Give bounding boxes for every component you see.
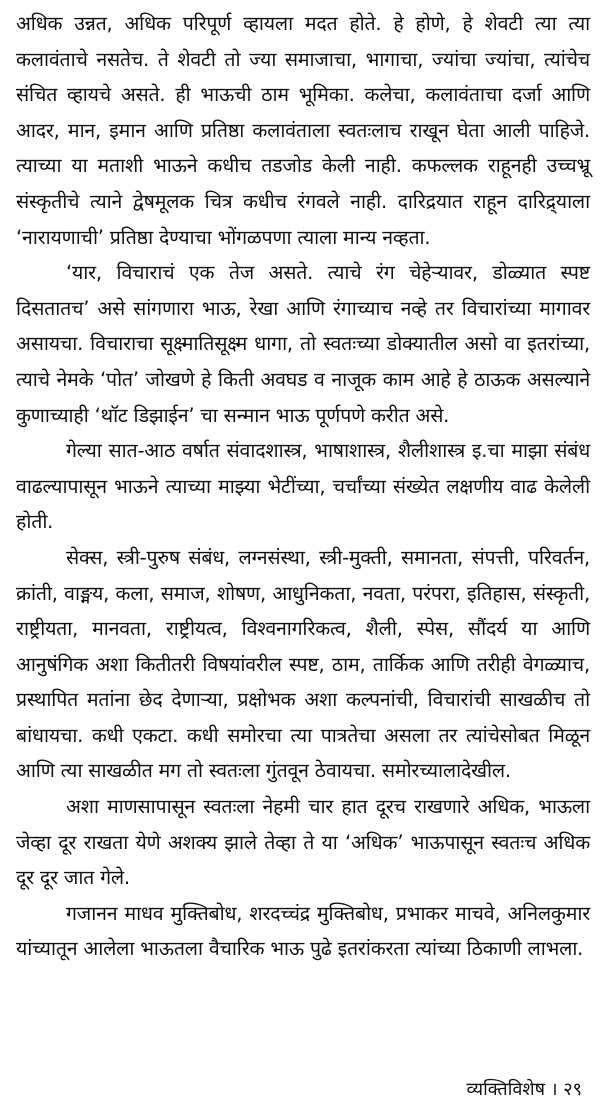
paragraph-4: सेक्स, स्त्री-पुरुष संबंध, लग्नसंस्था, स्त्री-मुक्ती, समानता, संपत्ती, परिवर्तन, क्रांती, वाङ्मय, कला, समाज, शोषण, आधुनिकता, नवता, परंपरा, इतिहास, संस्कृती, राष्ट्रीयता, मानवता, राष्ट्रीयत्व, विश्वनागरिकत्व, शैली, स्पेस, सौंदर्य या आणि आनुषंगिक अशा कितीतरी विषयांवरील स्पष्ट, ठाम, तार्किक आणि तरीही वेगळ्याच, प्रस्थापित मतांना छेद देणाऱ्या, प्रक्षोभक अशा कल्पनांची, विचारांची साखळीच तो बांधायचा. कधी एकटा. कधी समोरचा त्या पात्रतेचा असला तर त्यांचेसोबत मिळून आणि त्या साखळीत मग तो स्वतःला गुंतवून ठेवायचा. समोरच्यालादेखील. (16, 545, 590, 783)
paragraph-6: गजानन माधव मुक्तिबोध, शरदच्चंद्र मुक्तिबोध, प्रभाकर माचवे, अनिलकुमार यांच्यातून आलेला भाऊतला वैचारिक भाऊ पुढे इतरांकरता त्यांच्या ठिकाणी लाभला. (16, 901, 590, 961)
paragraph-5: अशा माणसापासून स्वतःला नेहमी चार हात दूरच राखणारे अधिक, भाऊला जेव्हा दूर राखता येणे अशक्य झाले तेव्हा ते या ‘अधिक’ भाऊपासून स्वतःच अधिक दूर दूर जात गेले. (16, 795, 590, 890)
page-footer: व्यक्तिविशेष । २९ (466, 1079, 582, 1100)
paragraph-3: गेल्या सात-आठ वर्षात संवादशास्त्र, भाषाशास्त्र, शैलीशास्त्र इ.चा माझा संबंध वाढल्यापासून भाऊने त्याच्या माझ्या भेटींच्या, चर्चांच्या संख्येत लक्षणीय वाढ केलेली होती. (16, 439, 590, 534)
paragraph-2: ‘यार, विचाराचं एक तेज असते. त्याचे रंग चेहेऱ्यावर, डोळ्यात स्पष्ट दिसतातच’ असे सांगणारा भाऊ, रेखा आणि रंगाच्याच नव्हे तर विचारांच्या मागावर असायचा. विचाराचा सूक्ष्मातिसूक्ष्म धागा, तो स्वतःच्या डोक्यातील असो वा इतरांच्या, त्याचे नेमके ‘पोत’ जोखणे हे किती अवघड व नाजूक काम आहे हे ठाऊक असल्याने कुणाच्याही ‘थॉट डिझाईन’ चा सन्मान भाऊ पूर्णपणे करीत असे. (16, 261, 590, 427)
page-body (16, 6, 590, 967)
paragraph-1: अधिक उन्नत, अधिक परिपूर्ण व्हायला मदत होते. हे होणे, हे शेवटी त्या त्या कलावंताचे नसतेच. ते शेवटी तो ज्या समाजाचा, भागाचा, ज्यांचा ज्यांचा, त्यांचेच संचित व्हायचे असते. ही भाऊची ठाम भूमिका. कलेचा, कलावंताचा दर्जा आणि आदर, मान, इमान आणि प्रतिष्ठा कलावंताला स्वतःलाच राखून घेता आली पाहिजे. त्याच्या या मताशी भाऊने कधीच तडजोड केली नाही. कफल्लक राहूनही उच्चभ्रू संस्कृतीचे त्याने द्वेषमूलक चित्र कधीच रंगवले नाही. दारिद्रयात राहून दारिद्र्याला ‘नारायणाची’ प्रतिष्ठा देण्याचा भोंगळपणा त्याला मान्य नव्हता. (16, 12, 590, 249)
